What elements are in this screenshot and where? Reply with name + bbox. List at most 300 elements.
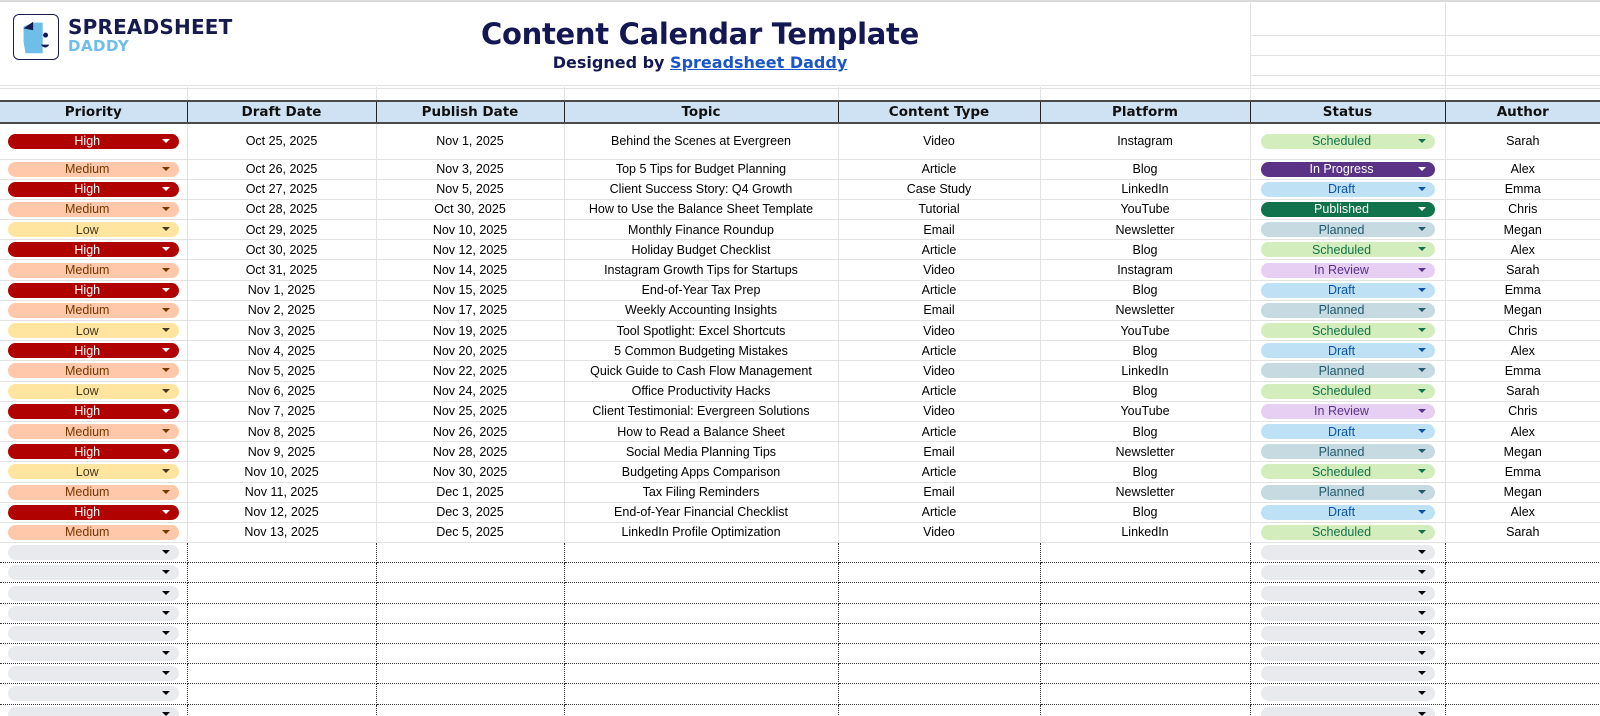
status-dropdown[interactable]	[1261, 343, 1435, 358]
priority-dropdown[interactable]	[8, 424, 179, 439]
topic-cell[interactable]: Monthly Finance Roundup	[564, 220, 838, 240]
platform-cell[interactable]: Blog	[1040, 159, 1250, 179]
author-cell[interactable]: Emma	[1445, 361, 1600, 381]
column-header-status[interactable]: Status	[1250, 101, 1445, 123]
content-type-cell[interactable]	[838, 563, 1040, 583]
content-type-cell[interactable]: Video	[838, 123, 1040, 159]
status-cell[interactable]	[1250, 179, 1445, 199]
author-cell[interactable]	[1445, 684, 1600, 704]
priority-cell[interactable]	[0, 502, 187, 522]
status-dropdown[interactable]	[1261, 222, 1435, 237]
draft-date-cell[interactable]	[187, 583, 376, 603]
chevron-down-icon[interactable]	[1418, 712, 1426, 716]
status-cell[interactable]	[1250, 341, 1445, 361]
draft-date-cell[interactable]: Oct 27, 2025	[187, 179, 376, 199]
priority-dropdown[interactable]	[8, 485, 179, 500]
publish-date-cell[interactable]: Nov 3, 2025	[376, 159, 564, 179]
priority-dropdown[interactable]	[8, 404, 179, 419]
topic-cell[interactable]	[564, 704, 838, 716]
platform-cell[interactable]	[1040, 644, 1250, 664]
priority-dropdown[interactable]	[8, 303, 179, 318]
publish-date-cell[interactable]: Nov 24, 2025	[376, 381, 564, 401]
author-cell[interactable]: Sarah	[1445, 522, 1600, 542]
chevron-down-icon[interactable]	[1418, 227, 1426, 231]
author-cell[interactable]: Megan	[1445, 300, 1600, 320]
publish-date-cell[interactable]: Nov 15, 2025	[376, 280, 564, 300]
status-dropdown[interactable]	[1261, 666, 1435, 681]
draft-date-cell[interactable]: Oct 31, 2025	[187, 260, 376, 280]
status-cell[interactable]	[1250, 321, 1445, 341]
platform-cell[interactable]: Blog	[1040, 341, 1250, 361]
status-dropdown[interactable]	[1261, 363, 1435, 378]
chevron-down-icon[interactable]	[162, 389, 170, 393]
status-cell[interactable]	[1250, 482, 1445, 502]
chevron-down-icon[interactable]	[162, 308, 170, 312]
priority-cell[interactable]	[0, 361, 187, 381]
content-type-cell[interactable]: Article	[838, 421, 1040, 441]
status-cell[interactable]	[1250, 522, 1445, 542]
content-type-cell[interactable]: Email	[838, 300, 1040, 320]
priority-cell[interactable]	[0, 462, 187, 482]
content-type-cell[interactable]	[838, 664, 1040, 684]
status-dropdown[interactable]	[1261, 565, 1435, 580]
author-cell[interactable]: Megan	[1445, 220, 1600, 240]
chevron-down-icon[interactable]	[1418, 429, 1426, 433]
platform-cell[interactable]	[1040, 664, 1250, 684]
chevron-down-icon[interactable]	[1418, 611, 1426, 615]
status-dropdown[interactable]	[1261, 606, 1435, 621]
status-cell[interactable]	[1250, 704, 1445, 716]
draft-date-cell[interactable]	[187, 543, 376, 563]
status-cell[interactable]	[1250, 123, 1445, 159]
draft-date-cell[interactable]	[187, 563, 376, 583]
publish-date-cell[interactable]	[376, 563, 564, 583]
publish-date-cell[interactable]	[376, 623, 564, 643]
draft-date-cell[interactable]: Oct 28, 2025	[187, 199, 376, 219]
chevron-down-icon[interactable]	[162, 268, 170, 272]
priority-dropdown[interactable]	[8, 707, 179, 716]
chevron-down-icon[interactable]	[162, 227, 170, 231]
column-header-platform[interactable]: Platform	[1040, 101, 1250, 123]
publish-date-cell[interactable]: Nov 20, 2025	[376, 341, 564, 361]
content-type-cell[interactable]	[838, 583, 1040, 603]
author-cell[interactable]: Chris	[1445, 321, 1600, 341]
status-dropdown[interactable]	[1261, 646, 1435, 661]
status-dropdown[interactable]	[1261, 162, 1435, 177]
priority-dropdown[interactable]	[8, 384, 179, 399]
chevron-down-icon[interactable]	[1418, 530, 1426, 534]
draft-date-cell[interactable]	[187, 603, 376, 623]
content-type-cell[interactable]: Article	[838, 280, 1040, 300]
platform-cell[interactable]: LinkedIn	[1040, 361, 1250, 381]
priority-dropdown[interactable]	[8, 444, 179, 459]
priority-cell[interactable]	[0, 704, 187, 716]
platform-cell[interactable]: LinkedIn	[1040, 179, 1250, 199]
publish-date-cell[interactable]: Nov 30, 2025	[376, 462, 564, 482]
topic-cell[interactable]: Client Success Story: Q4 Growth	[564, 179, 838, 199]
author-cell[interactable]: Chris	[1445, 199, 1600, 219]
priority-cell[interactable]	[0, 623, 187, 643]
spreadsheet-daddy-link[interactable]: Spreadsheet Daddy	[670, 53, 848, 72]
publish-date-cell[interactable]	[376, 704, 564, 716]
priority-dropdown[interactable]	[8, 464, 179, 479]
content-type-cell[interactable]	[838, 644, 1040, 664]
chevron-down-icon[interactable]	[1418, 167, 1426, 171]
column-header-topic[interactable]: Topic	[564, 101, 838, 123]
draft-date-cell[interactable]	[187, 644, 376, 664]
draft-date-cell[interactable]	[187, 664, 376, 684]
chevron-down-icon[interactable]	[1418, 490, 1426, 494]
publish-date-cell[interactable]	[376, 644, 564, 664]
chevron-down-icon[interactable]	[1418, 288, 1426, 292]
chevron-down-icon[interactable]	[162, 671, 170, 675]
status-cell[interactable]	[1250, 381, 1445, 401]
status-dropdown[interactable]	[1261, 707, 1435, 716]
topic-cell[interactable]: LinkedIn Profile Optimization	[564, 522, 838, 542]
priority-dropdown[interactable]	[8, 606, 179, 621]
draft-date-cell[interactable]: Nov 1, 2025	[187, 280, 376, 300]
priority-dropdown[interactable]	[8, 686, 179, 701]
chevron-down-icon[interactable]	[162, 570, 170, 574]
draft-date-cell[interactable]: Nov 6, 2025	[187, 381, 376, 401]
topic-cell[interactable]: Client Testimonial: Evergreen Solutions	[564, 401, 838, 421]
author-cell[interactable]	[1445, 664, 1600, 684]
priority-dropdown[interactable]	[8, 283, 179, 298]
status-cell[interactable]	[1250, 260, 1445, 280]
priority-cell[interactable]	[0, 159, 187, 179]
content-type-cell[interactable]	[838, 684, 1040, 704]
author-cell[interactable]: Sarah	[1445, 123, 1600, 159]
platform-cell[interactable]	[1040, 603, 1250, 623]
priority-cell[interactable]	[0, 563, 187, 583]
draft-date-cell[interactable]: Nov 10, 2025	[187, 462, 376, 482]
platform-cell[interactable]	[1040, 583, 1250, 603]
publish-date-cell[interactable]: Nov 12, 2025	[376, 240, 564, 260]
status-cell[interactable]	[1250, 300, 1445, 320]
draft-date-cell[interactable]: Nov 7, 2025	[187, 401, 376, 421]
draft-date-cell[interactable]: Oct 26, 2025	[187, 159, 376, 179]
priority-dropdown[interactable]	[8, 182, 179, 197]
chevron-down-icon[interactable]	[1418, 187, 1426, 191]
status-cell[interactable]	[1250, 442, 1445, 462]
chevron-down-icon[interactable]	[1418, 510, 1426, 514]
topic-cell[interactable]	[564, 684, 838, 704]
status-dropdown[interactable]	[1261, 485, 1435, 500]
priority-cell[interactable]	[0, 603, 187, 623]
author-cell[interactable]	[1445, 583, 1600, 603]
draft-date-cell[interactable]: Oct 29, 2025	[187, 220, 376, 240]
status-dropdown[interactable]	[1261, 283, 1435, 298]
content-type-cell[interactable]: Article	[838, 240, 1040, 260]
chevron-down-icon[interactable]	[162, 712, 170, 716]
draft-date-cell[interactable]	[187, 684, 376, 704]
platform-cell[interactable]	[1040, 623, 1250, 643]
chevron-down-icon[interactable]	[162, 368, 170, 372]
platform-cell[interactable]: Newsletter	[1040, 300, 1250, 320]
draft-date-cell[interactable]: Nov 11, 2025	[187, 482, 376, 502]
topic-cell[interactable]: Instagram Growth Tips for Startups	[564, 260, 838, 280]
topic-cell[interactable]: Social Media Planning Tips	[564, 442, 838, 462]
author-cell[interactable]	[1445, 603, 1600, 623]
priority-dropdown[interactable]	[8, 646, 179, 661]
chevron-down-icon[interactable]	[162, 591, 170, 595]
platform-cell[interactable]: Blog	[1040, 240, 1250, 260]
draft-date-cell[interactable]: Nov 8, 2025	[187, 421, 376, 441]
status-dropdown[interactable]	[1261, 505, 1435, 520]
status-dropdown[interactable]	[1261, 182, 1435, 197]
priority-cell[interactable]	[0, 220, 187, 240]
author-cell[interactable]: Megan	[1445, 482, 1600, 502]
platform-cell[interactable]: Newsletter	[1040, 220, 1250, 240]
chevron-down-icon[interactable]	[162, 651, 170, 655]
priority-cell[interactable]	[0, 341, 187, 361]
platform-cell[interactable]: YouTube	[1040, 199, 1250, 219]
priority-cell[interactable]	[0, 260, 187, 280]
content-type-cell[interactable]	[838, 623, 1040, 643]
status-dropdown[interactable]	[1261, 134, 1435, 149]
chevron-down-icon[interactable]	[162, 691, 170, 695]
publish-date-cell[interactable]: Nov 19, 2025	[376, 321, 564, 341]
status-cell[interactable]	[1250, 159, 1445, 179]
topic-cell[interactable]: End-of-Year Financial Checklist	[564, 502, 838, 522]
chevron-down-icon[interactable]	[162, 550, 170, 554]
platform-cell[interactable]: Instagram	[1040, 260, 1250, 280]
chevron-down-icon[interactable]	[162, 247, 170, 251]
priority-dropdown[interactable]	[8, 162, 179, 177]
column-header-publish-date[interactable]: Publish Date	[376, 101, 564, 123]
topic-cell[interactable]: Behind the Scenes at Evergreen	[564, 123, 838, 159]
status-cell[interactable]	[1250, 240, 1445, 260]
status-dropdown[interactable]	[1261, 263, 1435, 278]
author-cell[interactable]	[1445, 704, 1600, 716]
content-type-cell[interactable]: Article	[838, 381, 1040, 401]
chevron-down-icon[interactable]	[162, 429, 170, 433]
status-dropdown[interactable]	[1261, 303, 1435, 318]
chevron-down-icon[interactable]	[1418, 247, 1426, 251]
draft-date-cell[interactable]: Nov 3, 2025	[187, 321, 376, 341]
publish-date-cell[interactable]: Nov 10, 2025	[376, 220, 564, 240]
publish-date-cell[interactable]: Nov 14, 2025	[376, 260, 564, 280]
priority-dropdown[interactable]	[8, 242, 179, 257]
chevron-down-icon[interactable]	[162, 611, 170, 615]
priority-cell[interactable]	[0, 644, 187, 664]
status-dropdown[interactable]	[1261, 202, 1435, 217]
chevron-down-icon[interactable]	[162, 490, 170, 494]
status-cell[interactable]	[1250, 664, 1445, 684]
publish-date-cell[interactable]: Nov 28, 2025	[376, 442, 564, 462]
chevron-down-icon[interactable]	[1418, 348, 1426, 352]
platform-cell[interactable]	[1040, 563, 1250, 583]
priority-dropdown[interactable]	[8, 263, 179, 278]
priority-dropdown[interactable]	[8, 545, 179, 560]
author-cell[interactable]	[1445, 543, 1600, 563]
author-cell[interactable]: Sarah	[1445, 381, 1600, 401]
publish-date-cell[interactable]: Nov 1, 2025	[376, 123, 564, 159]
status-cell[interactable]	[1250, 421, 1445, 441]
author-cell[interactable]	[1445, 623, 1600, 643]
status-cell[interactable]	[1250, 623, 1445, 643]
priority-dropdown[interactable]	[8, 525, 179, 540]
content-type-cell[interactable]: Video	[838, 321, 1040, 341]
column-header-priority[interactable]: Priority	[0, 101, 187, 123]
content-type-cell[interactable]: Article	[838, 159, 1040, 179]
chevron-down-icon[interactable]	[162, 328, 170, 332]
platform-cell[interactable]: YouTube	[1040, 321, 1250, 341]
priority-dropdown[interactable]	[8, 363, 179, 378]
priority-cell[interactable]	[0, 664, 187, 684]
priority-cell[interactable]	[0, 199, 187, 219]
chevron-down-icon[interactable]	[162, 530, 170, 534]
author-cell[interactable]: Chris	[1445, 401, 1600, 421]
author-cell[interactable]: Alex	[1445, 502, 1600, 522]
priority-cell[interactable]	[0, 401, 187, 421]
status-dropdown[interactable]	[1261, 545, 1435, 560]
chevron-down-icon[interactable]	[1418, 328, 1426, 332]
topic-cell[interactable]	[564, 583, 838, 603]
topic-cell[interactable]: End-of-Year Tax Prep	[564, 280, 838, 300]
topic-cell[interactable]: Office Productivity Hacks	[564, 381, 838, 401]
chevron-down-icon[interactable]	[162, 187, 170, 191]
chevron-down-icon[interactable]	[1418, 671, 1426, 675]
topic-cell[interactable]: Tax Filing Reminders	[564, 482, 838, 502]
author-cell[interactable]: Sarah	[1445, 260, 1600, 280]
publish-date-cell[interactable]: Nov 25, 2025	[376, 401, 564, 421]
author-cell[interactable]: Megan	[1445, 442, 1600, 462]
chevron-down-icon[interactable]	[1418, 469, 1426, 473]
content-type-cell[interactable]	[838, 603, 1040, 623]
platform-cell[interactable]	[1040, 684, 1250, 704]
platform-cell[interactable]	[1040, 543, 1250, 563]
publish-date-cell[interactable]: Nov 17, 2025	[376, 300, 564, 320]
topic-cell[interactable]	[564, 603, 838, 623]
column-header-author[interactable]: Author	[1445, 101, 1600, 123]
publish-date-cell[interactable]: Nov 5, 2025	[376, 179, 564, 199]
topic-cell[interactable]	[564, 623, 838, 643]
platform-cell[interactable]: Blog	[1040, 381, 1250, 401]
status-cell[interactable]	[1250, 462, 1445, 482]
chevron-down-icon[interactable]	[162, 469, 170, 473]
priority-dropdown[interactable]	[8, 666, 179, 681]
status-cell[interactable]	[1250, 563, 1445, 583]
draft-date-cell[interactable]: Oct 30, 2025	[187, 240, 376, 260]
platform-cell[interactable]: Instagram	[1040, 123, 1250, 159]
author-cell[interactable]: Alex	[1445, 240, 1600, 260]
content-type-cell[interactable]	[838, 704, 1040, 716]
draft-date-cell[interactable]	[187, 623, 376, 643]
status-dropdown[interactable]	[1261, 384, 1435, 399]
chevron-down-icon[interactable]	[1418, 409, 1426, 413]
priority-dropdown[interactable]	[8, 202, 179, 217]
content-type-cell[interactable]: Article	[838, 462, 1040, 482]
author-cell[interactable]	[1445, 563, 1600, 583]
topic-cell[interactable]	[564, 664, 838, 684]
content-type-cell[interactable]: Email	[838, 482, 1040, 502]
draft-date-cell[interactable]: Nov 4, 2025	[187, 341, 376, 361]
status-dropdown[interactable]	[1261, 323, 1435, 338]
author-cell[interactable]: Alex	[1445, 421, 1600, 441]
content-type-cell[interactable]	[838, 543, 1040, 563]
publish-date-cell[interactable]	[376, 543, 564, 563]
status-dropdown[interactable]	[1261, 424, 1435, 439]
status-dropdown[interactable]	[1261, 444, 1435, 459]
draft-date-cell[interactable]: Nov 5, 2025	[187, 361, 376, 381]
content-type-cell[interactable]: Email	[838, 442, 1040, 462]
publish-date-cell[interactable]: Oct 30, 2025	[376, 199, 564, 219]
chevron-down-icon[interactable]	[162, 288, 170, 292]
status-cell[interactable]	[1250, 644, 1445, 664]
chevron-down-icon[interactable]	[162, 449, 170, 453]
chevron-down-icon[interactable]	[1418, 691, 1426, 695]
publish-date-cell[interactable]: Nov 26, 2025	[376, 421, 564, 441]
draft-date-cell[interactable]	[187, 704, 376, 716]
column-header-content-type[interactable]: Content Type	[838, 101, 1040, 123]
priority-dropdown[interactable]	[8, 323, 179, 338]
priority-cell[interactable]	[0, 381, 187, 401]
draft-date-cell[interactable]: Nov 2, 2025	[187, 300, 376, 320]
status-dropdown[interactable]	[1261, 586, 1435, 601]
priority-cell[interactable]	[0, 522, 187, 542]
status-cell[interactable]	[1250, 361, 1445, 381]
priority-cell[interactable]	[0, 482, 187, 502]
content-type-cell[interactable]: Email	[838, 220, 1040, 240]
platform-cell[interactable]: Blog	[1040, 462, 1250, 482]
priority-cell[interactable]	[0, 583, 187, 603]
priority-dropdown[interactable]	[8, 565, 179, 580]
chevron-down-icon[interactable]	[1418, 207, 1426, 211]
status-cell[interactable]	[1250, 583, 1445, 603]
chevron-down-icon[interactable]	[162, 139, 170, 143]
chevron-down-icon[interactable]	[1418, 651, 1426, 655]
chevron-down-icon[interactable]	[1418, 550, 1426, 554]
status-cell[interactable]	[1250, 502, 1445, 522]
status-cell[interactable]	[1250, 401, 1445, 421]
content-type-cell[interactable]: Case Study	[838, 179, 1040, 199]
priority-cell[interactable]	[0, 240, 187, 260]
status-dropdown[interactable]	[1261, 525, 1435, 540]
status-cell[interactable]	[1250, 543, 1445, 563]
chevron-down-icon[interactable]	[1418, 139, 1426, 143]
chevron-down-icon[interactable]	[162, 510, 170, 514]
content-type-cell[interactable]: Video	[838, 401, 1040, 421]
chevron-down-icon[interactable]	[162, 167, 170, 171]
publish-date-cell[interactable]: Dec 5, 2025	[376, 522, 564, 542]
priority-cell[interactable]	[0, 280, 187, 300]
priority-cell[interactable]	[0, 543, 187, 563]
chevron-down-icon[interactable]	[1418, 308, 1426, 312]
author-cell[interactable]: Alex	[1445, 159, 1600, 179]
draft-date-cell[interactable]: Nov 9, 2025	[187, 442, 376, 462]
topic-cell[interactable]: Weekly Accounting Insights	[564, 300, 838, 320]
priority-dropdown[interactable]	[8, 222, 179, 237]
topic-cell[interactable]: Quick Guide to Cash Flow Management	[564, 361, 838, 381]
topic-cell[interactable]: Holiday Budget Checklist	[564, 240, 838, 260]
priority-cell[interactable]	[0, 684, 187, 704]
author-cell[interactable]: Emma	[1445, 179, 1600, 199]
priority-cell[interactable]	[0, 179, 187, 199]
status-cell[interactable]	[1250, 280, 1445, 300]
content-type-cell[interactable]: Article	[838, 502, 1040, 522]
topic-cell[interactable]: 5 Common Budgeting Mistakes	[564, 341, 838, 361]
topic-cell[interactable]	[564, 563, 838, 583]
priority-cell[interactable]	[0, 321, 187, 341]
chevron-down-icon[interactable]	[162, 409, 170, 413]
chevron-down-icon[interactable]	[162, 348, 170, 352]
priority-cell[interactable]	[0, 442, 187, 462]
status-dropdown[interactable]	[1261, 626, 1435, 641]
platform-cell[interactable]: LinkedIn	[1040, 522, 1250, 542]
status-cell[interactable]	[1250, 220, 1445, 240]
chevron-down-icon[interactable]	[1418, 268, 1426, 272]
